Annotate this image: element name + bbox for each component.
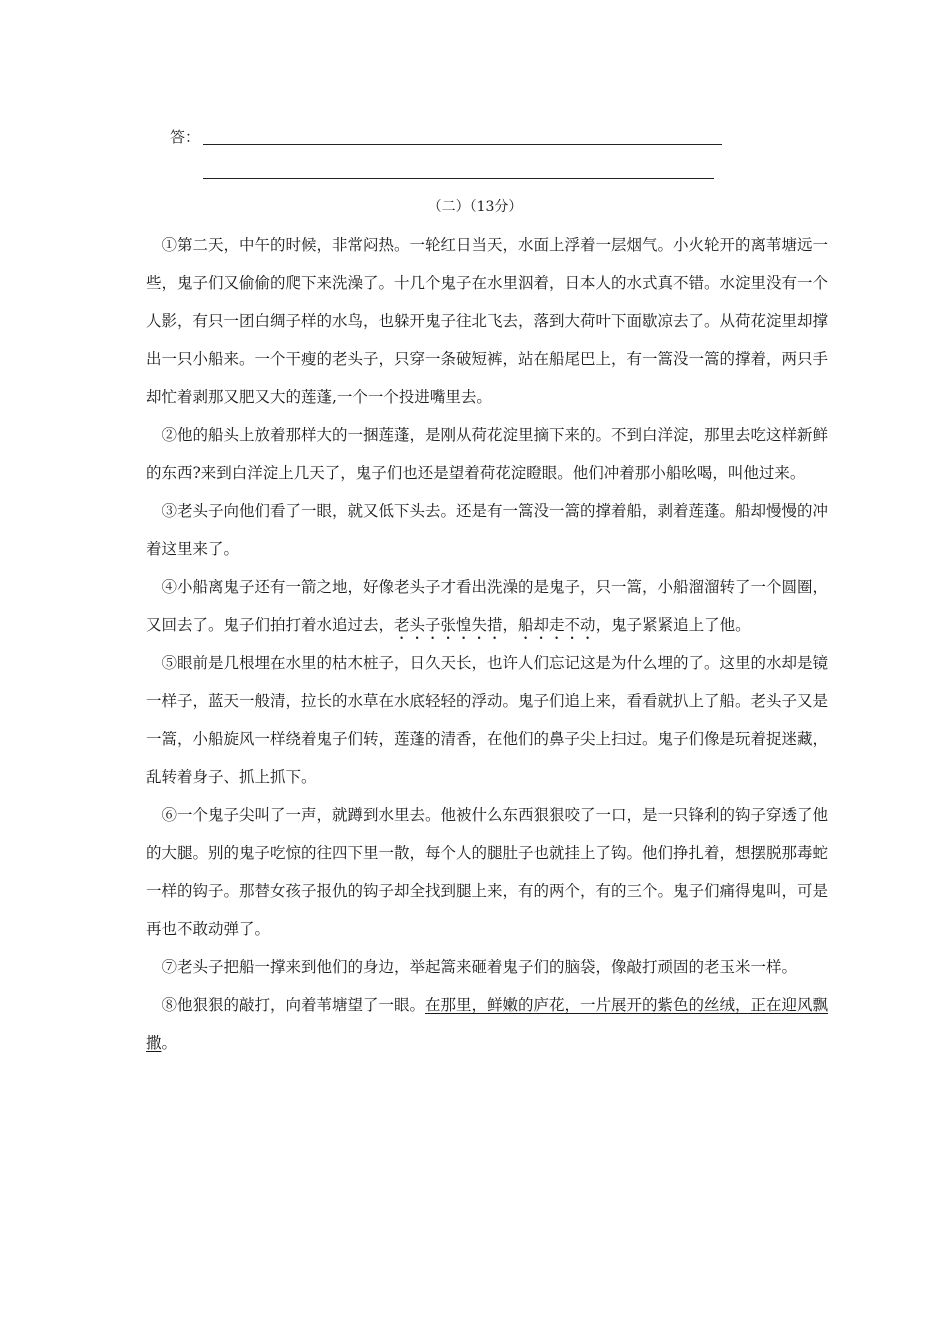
dotted-phrase-1: 老头子张惶失措 <box>394 616 503 634</box>
paragraph-6: ⑥一个鬼子尖叫了一声，就蹲到水里去。他被什么东西狠狠咬了一口，是一只锋利的钩子穿透了他的大腿。别的鬼子吃惊的往四下里一散，每个人的腿肚子也就挂上了钩。他们挣扎着，想摆脱那毒蛇一样的钩子。那替女孩子报仇的钩子却全找到腿上来，有的两个，有的三个。鬼子们痛得鬼叫，可是再也不敢动弹了。 <box>146 806 829 938</box>
answer-line[interactable] <box>203 144 722 145</box>
paragraph-8 <box>146 986 836 1062</box>
paragraph-1: ①第二天，中午的时候，非常闷热。一轮红日当天，水面上浮着一层烟气。小火轮开的离苇塘远一些，鬼子们又偷偷的爬下来洗澡了。十几个鬼子在水里泅着，日本人的水式真不错。水淀里没有一个人影，有只一团白绸子样的水鸟，也躲开鬼子往北飞去，落到大荷叶下面歇凉去了。从荷花淀里却撑 出一只小船来。一个干瘦的老头子，只穿一条破短裤，站在船尾巴上，有一篙没一篙的撑着，两只手却忙着剥那又肥又大的莲蓬,一个一个投进嘴里去。 <box>146 236 829 406</box>
paragraph-4 <box>146 568 836 644</box>
paragraph-5: ⑤眼前是几根埋在水里的枯木桩子，日久天长，也许人们忘记这是为什么埋的了。这里的水却是镜一样子，蓝天一般清，拉长的水草在水底轻轻的浮动。鬼子们追上来，看看就扒上了船。老头子又是一篙，小船旋风一样绕着鬼子们转，莲蓬的清香，在他们的鼻子尖上扫过。鬼子们像是玩着捉迷藏，乱转着身子、抓上抓下。 <box>146 654 829 786</box>
dotted-phrase-2: 船却走不动 <box>518 616 596 634</box>
paragraph-7: ⑦老头子把船一撑来到他们的身边，举起篙来砸着鬼子们的脑袋，像敲打顽固的老玉米一样。 <box>161 958 798 976</box>
paragraph-4-text: ，鬼子紧紧追上了他。 <box>595 616 751 634</box>
paragraph-4-text: ， <box>502 616 519 634</box>
paragraph-3: ③老头子向他们看了一眼，就又低下头去。还是有一篙没一篙的撑着船，剥着莲蓬。船却慢慢的冲着这里来了。 <box>146 502 829 558</box>
answer-label: 答： <box>170 128 201 146</box>
paragraph-8-text: 。 <box>161 1034 178 1052</box>
paragraph-2: ②他的船头上放着那样大的一捆莲蓬，是刚从荷花淀里摘下来的。不到白洋淀，那里去吃这样新鲜的东西?来到白洋淀上几天了，鬼子们也还是望着荷花淀瞪眼。他们冲着那小船吆喝，叫他过来。 <box>146 426 829 482</box>
paragraph-4-text: ④小船离鬼子还有一箭之地，好像老头子才看出洗澡的是鬼子，只一篙，小船溜溜转了一个圆圈，又回去了。鬼子们拍打着水追过去， <box>146 578 829 634</box>
passage <box>146 226 836 1062</box>
section-title: （二）（13分） <box>427 199 523 215</box>
paragraph-8-text: ⑧他狠狠的敲打，向着苇塘望了一眼。 <box>161 996 426 1014</box>
answer-line[interactable] <box>203 178 714 179</box>
underlined-sentence: 在那里，鲜嫩的庐花，一片展开的紫色的丝绒，正在迎风飘撒 <box>146 996 829 1052</box>
